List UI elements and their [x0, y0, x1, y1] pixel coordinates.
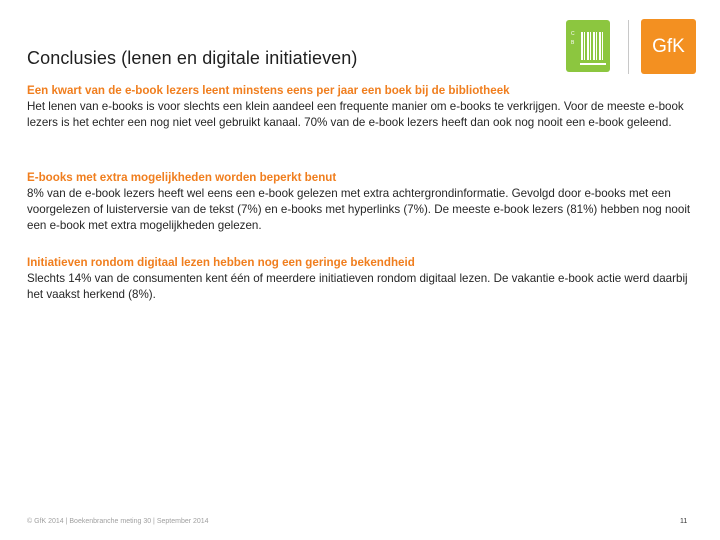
section-heading: Initiatieven rondom digitaal lezen hebben nog een geringe bekendheid: [27, 256, 415, 269]
page-title: Conclusies (lenen en digitale initiatieven): [27, 48, 358, 68]
page-number: 11: [680, 518, 688, 525]
conclusion-section-lending: [27, 83, 692, 131]
logo-divider: [628, 20, 629, 74]
section-body: Het lenen van e-books is voor slechts een klein aandeel een frequente manier om e-books te verkrijgen. Voor de meeste e-book lezers is het echter een nog niet veel gebruikt kanaal. 70% van de e-book lezers heeft dan ook nog nooit een e-book geleend.: [27, 100, 684, 129]
conclusion-section-initiatives: [27, 255, 692, 303]
barcode-icon: [581, 32, 605, 60]
gfk-logo-text: GfK: [652, 35, 685, 57]
footer-text: © GfK 2014 | Boekenbranche meting 30 | September 2014: [27, 518, 209, 525]
section-body: Slechts 14% van de consumenten kent één of meerdere initiatieven rondom digitaal lezen. De vakantie e-book actie werd daarbij het vaakst herkend (8%).: [27, 272, 688, 301]
gfk-logo: [641, 19, 696, 74]
section-body: 8% van de e-book lezers heeft wel eens een e-book gelezen met extra achtergrondinformatie. Gevolgd door e-books met een voorgelezen of luisterversie van de tekst (7%) en e-books met hyperlinks (7%). De meeste e-book lezers (81%) hebben nog nooit een e-book met extra mogelijkheden gelezen.: [27, 187, 691, 232]
conclusion-section-extra-features: [27, 170, 692, 234]
section-heading: E-books met extra mogelijkheden worden beperkt benut: [27, 171, 337, 184]
section-heading: Een kwart van de e-book lezers leent minstens eens per jaar een boek bij de bibliotheek: [27, 84, 510, 97]
cb-logo-strip: [580, 63, 606, 65]
cb-logo: [566, 20, 610, 72]
cb-logo-letters: C B: [571, 31, 575, 46]
